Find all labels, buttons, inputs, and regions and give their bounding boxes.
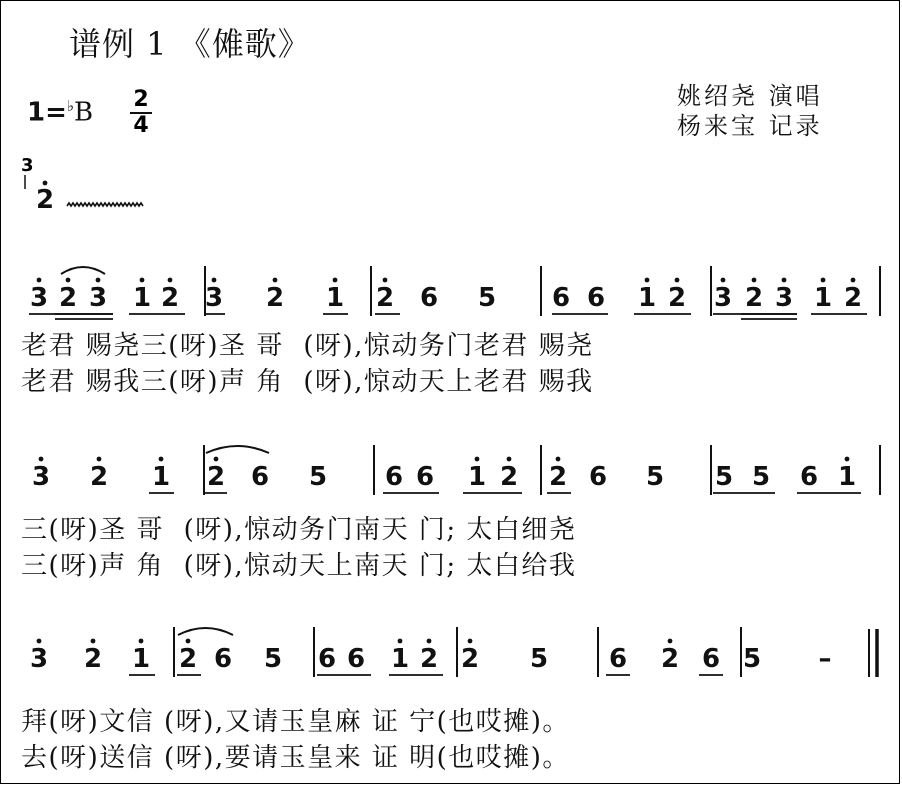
note-r1-17-high-dot bbox=[752, 278, 757, 283]
key-tonic: B bbox=[73, 97, 94, 128]
note-r2-2: 2 bbox=[89, 462, 109, 492]
lyric-row-1-verse-2: 老君 赐我三(呀)声 角 (呀),惊动天上老君 赐我 bbox=[21, 367, 594, 397]
note-r1-17: 2 bbox=[744, 283, 764, 313]
trill-wavy-line bbox=[67, 203, 143, 206]
note-r2-17: 1 bbox=[837, 462, 857, 492]
note-r1-2: 2 bbox=[58, 283, 78, 313]
note-r1-12: 6 bbox=[551, 283, 571, 313]
lyric-row-3-verse-2: 去(呀)送信 (呀),要请玉皇来 证 明(也哎摊)。 bbox=[21, 743, 570, 773]
note-r3-9-high-dot bbox=[398, 639, 403, 644]
note-r2-7: 6 bbox=[384, 462, 404, 492]
note-r3-15: 6 bbox=[701, 644, 721, 674]
intro-note-2: 2 bbox=[35, 185, 55, 215]
note-r2-1: 3 bbox=[31, 462, 51, 492]
note-r3-11: 2 bbox=[460, 644, 480, 674]
note-r2-9-high-dot bbox=[475, 457, 480, 462]
slur-r2-1 bbox=[206, 446, 269, 453]
note-r1-14: 1 bbox=[637, 283, 657, 313]
note-r1-4: 1 bbox=[132, 283, 152, 313]
slur-r3-1 bbox=[178, 628, 233, 635]
note-r1-6: 3 bbox=[204, 283, 224, 313]
note-r2-8: 6 bbox=[415, 462, 435, 492]
note-r2-13: 5 bbox=[645, 462, 665, 492]
note-r3-3-high-dot bbox=[139, 639, 144, 644]
note-r1-11: 5 bbox=[477, 283, 497, 313]
note-r3-12: 5 bbox=[529, 644, 549, 674]
note-r3-4-high-dot bbox=[186, 639, 191, 644]
note-r3-2-high-dot bbox=[91, 639, 96, 644]
note-r2-17-high-dot bbox=[845, 457, 850, 462]
note-r1-7-high-dot bbox=[273, 278, 278, 283]
note-r2-14: 5 bbox=[714, 462, 734, 492]
note-r2-10-high-dot bbox=[507, 457, 512, 462]
note-r2-5: 6 bbox=[250, 462, 270, 492]
note-r1-4-high-dot bbox=[140, 278, 145, 283]
note-r1-5-high-dot bbox=[168, 278, 173, 283]
note-r2-1-high-dot bbox=[39, 457, 44, 462]
lyric-row-2-verse-1: 三(呀)圣 哥 (呀),惊动务门南天 门; 太白细尧 bbox=[21, 515, 577, 545]
time-denominator: 4 bbox=[133, 113, 149, 138]
note-r1-5: 2 bbox=[160, 283, 180, 313]
note-r1-14-high-dot bbox=[645, 278, 650, 283]
note-r2-4-high-dot bbox=[214, 457, 219, 462]
note-r1-13: 6 bbox=[586, 283, 606, 313]
note-r3-6: 5 bbox=[263, 644, 283, 674]
time-numerator: 2 bbox=[133, 87, 149, 112]
performer-credit: 姚绍尧 演唱 bbox=[677, 82, 823, 110]
intro-note-high-dot bbox=[43, 181, 48, 186]
note-r2-11-high-dot bbox=[556, 457, 561, 462]
note-r1-15: 2 bbox=[667, 283, 687, 313]
note-r2-2-high-dot bbox=[97, 457, 102, 462]
flat-sign: ♭ bbox=[66, 97, 74, 115]
note-r1-10: 6 bbox=[419, 283, 439, 313]
note-r3-14-high-dot bbox=[668, 639, 673, 644]
slur-r1-1 bbox=[61, 267, 105, 274]
note-r3-17: – bbox=[818, 644, 832, 674]
note-r3-1-high-dot bbox=[37, 639, 42, 644]
key-prefix: 1= bbox=[27, 97, 67, 128]
note-r3-13: 6 bbox=[608, 644, 628, 674]
note-r2-3-high-dot bbox=[159, 457, 164, 462]
note-r1-8: 1 bbox=[325, 283, 345, 313]
note-r1-20: 2 bbox=[843, 283, 863, 313]
lyric-row-3-verse-1: 拜(呀)文信 (呀),又请玉皇麻 证 宁(也哎摊)。 bbox=[21, 707, 570, 737]
note-r1-2-high-dot bbox=[66, 278, 71, 283]
note-r1-6-high-dot bbox=[212, 278, 217, 283]
note-r3-2: 2 bbox=[83, 644, 103, 674]
note-r2-12: 6 bbox=[588, 462, 608, 492]
note-r2-16: 6 bbox=[799, 462, 819, 492]
note-r1-18-high-dot bbox=[782, 278, 787, 283]
note-r2-15: 5 bbox=[751, 462, 771, 492]
note-r2-6: 5 bbox=[308, 462, 328, 492]
note-r2-11: 2 bbox=[548, 462, 568, 492]
note-r3-11-high-dot bbox=[468, 639, 473, 644]
note-r1-9-high-dot bbox=[383, 278, 388, 283]
lyric-row-1-verse-1: 老君 赐尧三(呀)圣 哥 (呀),惊动务门老君 赐尧 bbox=[21, 331, 594, 361]
note-r3-10: 2 bbox=[419, 644, 439, 674]
grace-note-top: 3 bbox=[21, 155, 34, 176]
note-r3-8: 6 bbox=[346, 644, 366, 674]
note-r1-15-high-dot bbox=[675, 278, 680, 283]
note-r1-20-high-dot bbox=[851, 278, 856, 283]
note-r3-4: 2 bbox=[178, 644, 198, 674]
note-r1-18: 3 bbox=[774, 283, 794, 313]
note-r1-19: 1 bbox=[813, 283, 833, 313]
note-r3-16: 5 bbox=[742, 644, 762, 674]
note-r1-16: 3 bbox=[713, 283, 733, 313]
note-r3-9: 1 bbox=[390, 644, 410, 674]
note-r3-7: 6 bbox=[317, 644, 337, 674]
note-r1-3-high-dot bbox=[96, 278, 101, 283]
note-r3-14: 2 bbox=[660, 644, 680, 674]
note-r3-1: 3 bbox=[29, 644, 49, 674]
note-r1-8-high-dot bbox=[333, 278, 338, 283]
note-r2-3: 1 bbox=[151, 462, 171, 492]
note-r1-7: 2 bbox=[265, 283, 285, 313]
note-r1-19-high-dot bbox=[821, 278, 826, 283]
note-r2-4: 2 bbox=[206, 462, 226, 492]
note-r3-10-high-dot bbox=[427, 639, 432, 644]
note-r1-1-high-dot bbox=[37, 278, 42, 283]
transcriber-credit: 杨来宝 记录 bbox=[677, 112, 823, 140]
note-r3-5: 6 bbox=[213, 644, 233, 674]
note-r1-1: 3 bbox=[29, 283, 49, 313]
note-r2-10: 2 bbox=[499, 462, 519, 492]
score-title: 谱例 1 《傩歌》 bbox=[69, 25, 311, 63]
note-r1-3: 3 bbox=[88, 283, 108, 313]
lyric-row-2-verse-2: 三(呀)声 角 (呀),惊动天上南天 门; 太白给我 bbox=[21, 551, 577, 581]
note-r1-9: 2 bbox=[375, 283, 395, 313]
note-r1-16-high-dot bbox=[721, 278, 726, 283]
note-r2-9: 1 bbox=[467, 462, 487, 492]
note-r3-3: 1 bbox=[131, 644, 151, 674]
